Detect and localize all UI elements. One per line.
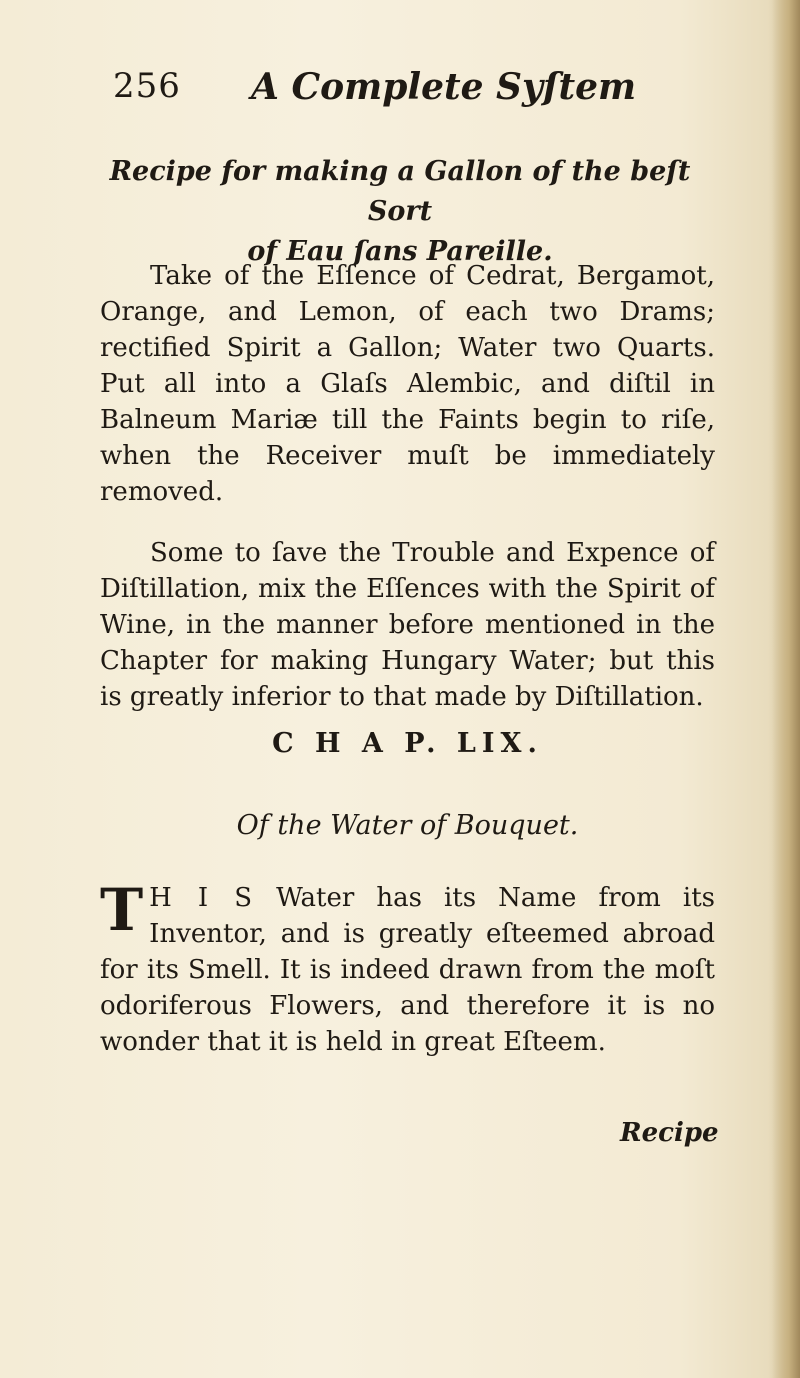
recipe-title-line-1: Recipe for making a Gallon of the beſt Sort [109,156,691,227]
recipe-title [100,152,700,272]
page-header [113,66,673,116]
paragraph-bouquet-text: Water has its Name from its Inventor, and is greatly eſteemed abroad for its Smell. It is indeed drawn from the moſt odoriferous Flowers, and therefore it is no wonder that it is held in great Eſteem. [100,883,715,1057]
running-title: A Complete Syſtem [251,66,637,108]
paragraph-alternative-method: Some to ſave the Trouble and Expence of Diſtillation, mix the Eſſences with the Spirit of Wine, in the manner before mentioned in the Chapter for making Hungary Water; but this is greatly inferior to that made by Diſtillation. [100,538,715,712]
paragraph-bouquet-intro [100,876,715,1060]
chapter-title: Of the Water of Bouquet. [236,810,579,841]
page-number: 256 [113,66,181,106]
paragraph-lead-word: H I S [149,883,255,913]
recipe-title-line-2: of Eau ſans Pareille. [247,236,553,267]
paragraph-ingredients: Take of the Eſſence of Cedrat, Bergamot, Orange, and Lemon, of each two Drams; rectified Spirit a Gallon; Water two Quarts. Put all into a Glaſs Alembic, and diſtil in Balneum Mariæ till the Faints begin to riſe, when the Receiver muſt be immediately removed. [100,261,715,507]
drop-cap: T [100,876,144,944]
catchword: Recipe [620,1118,719,1148]
page-edge-stain [772,0,800,1378]
chapter-heading: C H A P. LIX. [272,728,543,759]
